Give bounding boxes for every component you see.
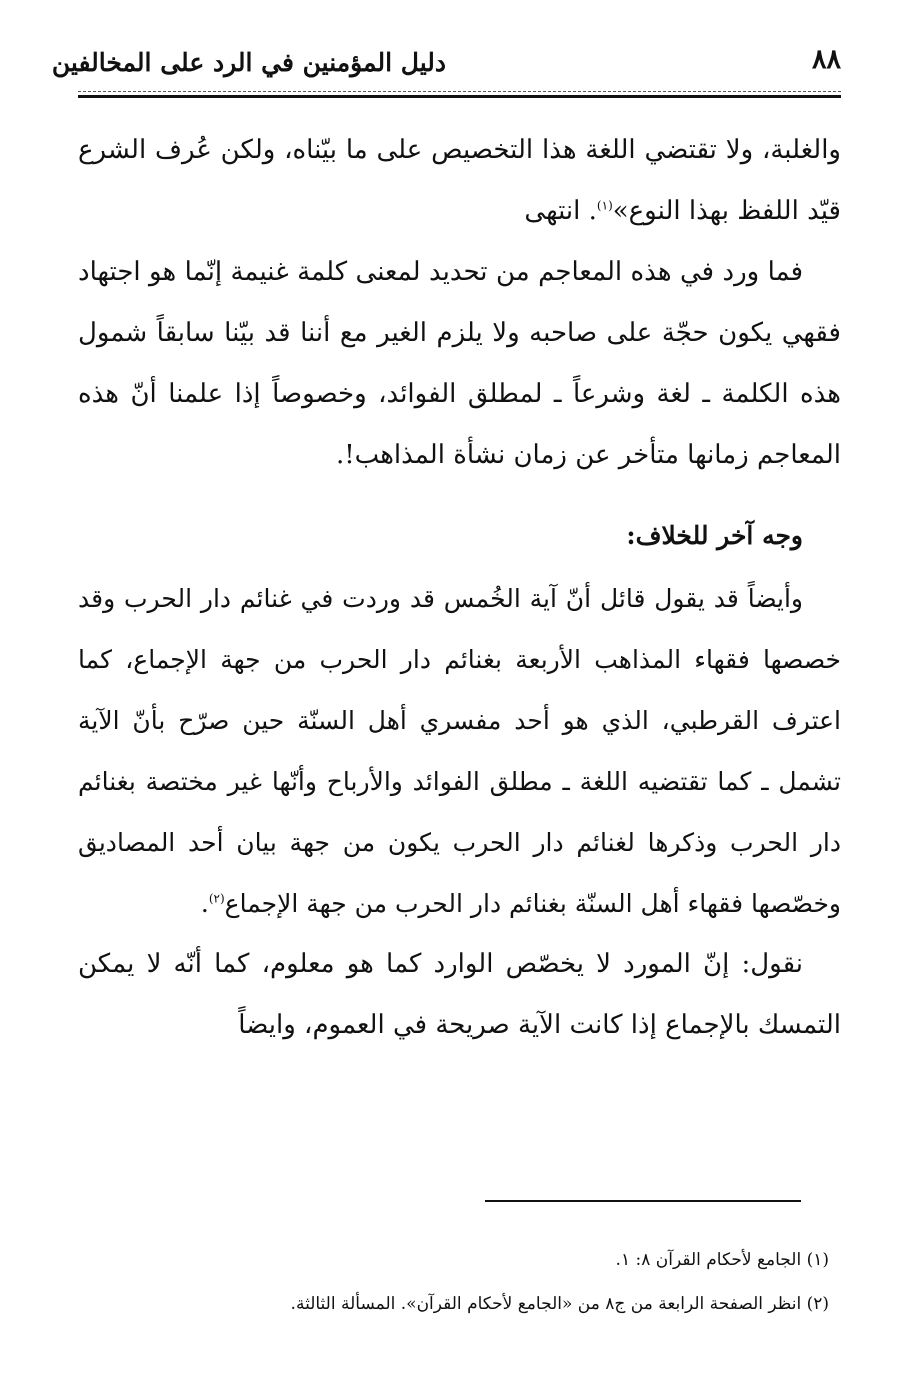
page-number: ٨٨ [811,44,841,75]
running-header [51,36,841,94]
paragraph: نقول: إنّ المورد لا يخصّص الوارد كما هو معلوم، كما أنّه لا يمكن التمسك بالإجماع إذا كانت الآية صريحة في العموم، وايضاً [78,949,841,1040]
header-rule [78,95,841,98]
footnote-ref-2[interactable]: (٢) [208,891,225,906]
footnote-1: (١) الجامع لأحكام القرآن ٨: ١. [615,1250,829,1270]
section-heading: وجه آخر للخلاف: [626,521,803,550]
paragraph: والغلبة، ولا تقتضي اللغة هذا التخصيص على ما بيّناه، ولكن عُرف الشرع قيّد اللفظ بهذا النوع»$^{(١)}$. انتهى [78,135,841,226]
book-title: دليل المؤمنين في الرد على المخالفين [51,48,446,77]
footnote-ref-1[interactable]: (١) [596,198,613,213]
footnote-2: (٢) انظر الصفحة الرابعة من ج٨ من «الجامع لأحكام القرآن». المسألة الثالثة. [290,1294,829,1314]
paragraph: وأيضاً قد يقول قائل أنّ آية الخُمس قد وردت في غنائم دار الحرب وقد خصصها فقهاء المذاهب الأربعة بغنائم دار الحرب من جهة الإجماع، كما اعترف القرطبي، الذي هو أحد مفسري أهل السنّة حين صرّح بأنّ الآية تشمل ـ كما تقتضيه اللغة ـ مطلق الفوائد والأرباح وأنّها غير مختصة بغنائم دار الحرب وذكرها لغنائم دار الحرب يكون من جهة بيان أحد المصاديق وخصّصها فقهاء أهل السنّة بغنائم دار الحرب من جهة الإجماع$^{(٢)}$. [78,584,841,918]
footnotes [78,1238,841,1326]
footnote-separator [485,1200,801,1202]
header-rule-dashed [78,91,841,92]
main-text [78,120,841,1056]
paragraph: فما ورد في هذه المعاجم من تحديد لمعنى كلمة غنيمة إنّما هو اجتهاد فقهي يكون حجّة على صاحبه ولا يلزم الغير مع أننا قد بيّنا سابقاً شمول هذه الكلمة ـ لغة وشرعاً ـ لمطلق الفوائد، وخصوصاً إذا علمنا أنّ هذه المعاجم زمانها متأخر عن زمان نشأة المذاهب!. [78,257,841,470]
